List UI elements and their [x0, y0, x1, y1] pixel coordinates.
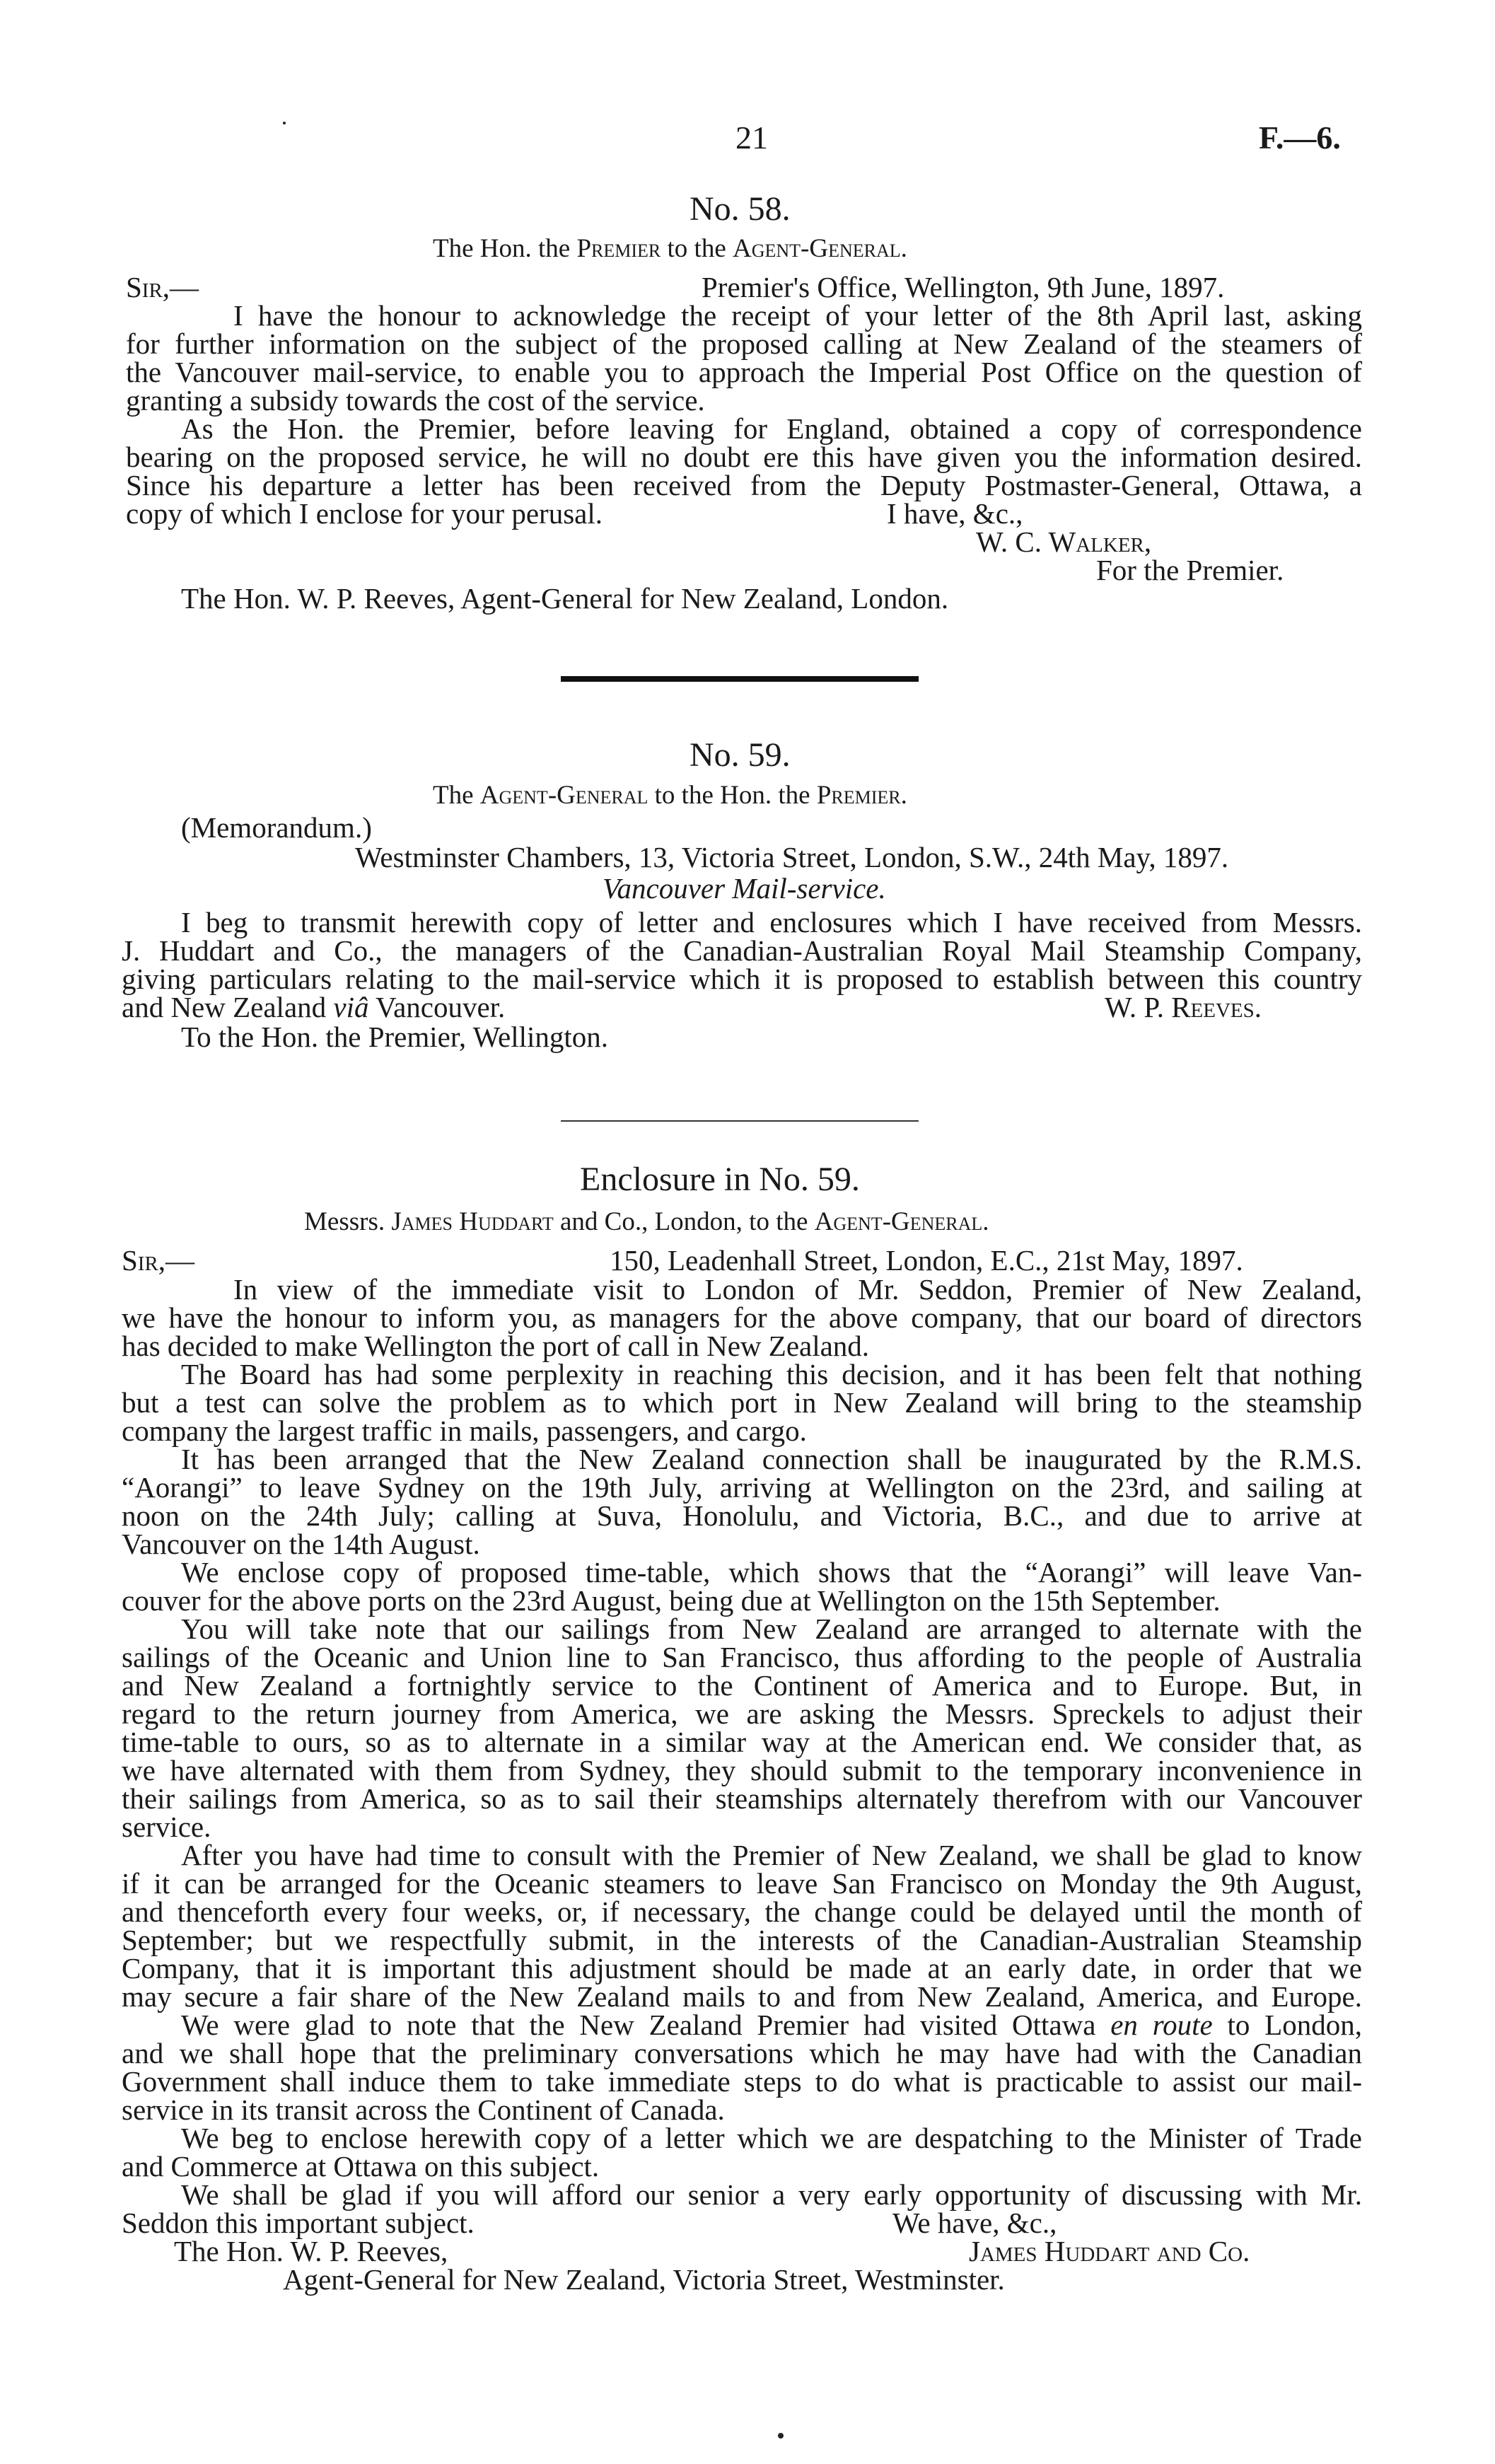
no58-line-8: copy of which I enclose for your perusal. [126, 497, 603, 530]
enclosure-subtitle: Messrs. James Huddart and Co., London, to the Agent-General. [304, 1207, 989, 1236]
no59-memo: (Memorandum.) [181, 811, 372, 844]
enclosure-signature: James Huddart and Co. [969, 2235, 1250, 2267]
page-number: 21 [735, 120, 768, 156]
enclosure-line-2: we have the honour to inform you, as managers for the above company, that our board of directors [122, 1301, 1362, 1334]
enclosure-line-28: and we shall hope that the preliminary conversations which he may have had with the Canadian [122, 2037, 1362, 2069]
enclosure-addressee: The Hon. W. P. Reeves, [174, 2235, 448, 2267]
enclosure-line-14: sailings of the Oceanic and Union line to San Francisco, thus affording to the people of Australia [122, 1641, 1362, 1673]
enclosure-line-26: may secure a fair share of the New Zealand mails to and from New Zealand, America, and Europe. [122, 1980, 1362, 2013]
enclosure-line-11: We enclose copy of proposed time-table, which shows that the “Aorangi” will leave Van- [181, 1556, 1362, 1588]
enclosure-line-34: Seddon this important subject. [122, 2207, 475, 2239]
enclosure-line-24: September; but we respectfully submit, in the interests of the Canadian-Australian Steamship [122, 1924, 1362, 1956]
enclosure-line-21: After you have had time to consult with the Premier of New Zealand, we shall be glad to know [181, 1839, 1362, 1871]
enclosure-line-15: and New Zealand a fortnightly service to the Continent of America and to Europe. But, in [122, 1669, 1362, 1702]
page-speck-bottom [778, 2433, 784, 2439]
enclosure-line-27: We were glad to note that the New Zealand Premier had visited Ottawa en route to London, [181, 2009, 1362, 2041]
no58-salutation: Sir,— [126, 271, 199, 303]
no58-line-5: As the Hon. the Premier, before leaving for England, obtained a copy of correspondence [181, 412, 1362, 445]
enclosure-line-9: noon on the 24th July; calling at Suva, Honolulu, and Victoria, B.C., and due to arrive at [122, 1499, 1362, 1532]
no59-to: To the Hon. the Premier, Wellington. [181, 1021, 609, 1053]
no59-subtitle: The Agent-General to the Hon. the Premier. [433, 781, 907, 810]
page-speck-top [283, 122, 286, 124]
document-reference: F.—6. [1259, 120, 1341, 156]
enclosure-line-18: we have alternated with them from Sydney, they should submit to the temporary inconvenience in [122, 1754, 1362, 1786]
enclosure-line-29: Government shall induce them to take immediate steps to do what is practicable to assist our mail- [122, 2065, 1362, 2098]
no59-line-3: giving particulars relating to the mail-service which it is proposed to establish between this country [122, 963, 1362, 995]
enclosure-line-3: has decided to make Wellington the port of call in New Zealand. [122, 1330, 870, 1362]
enclosure-closing: We have, &c., [892, 2207, 1057, 2239]
enclosure-line-30: service in its transit across the Continent of Canada. [122, 2093, 725, 2126]
no58-line-7: Since his departure a letter has been received from the Deputy Postmaster-General, Ottawa, a [126, 469, 1362, 501]
no59-line-4: and New Zealand viâ Vancouver. [122, 991, 506, 1023]
no58-subtitle: The Hon. the Premier to the Agent-General. [433, 234, 907, 263]
enclosure-line-33: We shall be glad if you will afford our senior a very early opportunity of discussing with Mr. [181, 2178, 1362, 2211]
no58-title: No. 58. [690, 190, 791, 228]
no59-subject: Vancouver Mail-service. [603, 872, 886, 905]
enclosure-line-6: company the largest traffic in mails, passengers, and cargo. [122, 1414, 807, 1447]
enclosure-line-7: It has been arranged that the New Zealand connection shall be inaugurated by the R.M.S. [181, 1443, 1362, 1475]
no59-signature: W. P. Reeves. [1105, 991, 1262, 1023]
no58-address: Premier's Office, Wellington, 9th June, 1897. [702, 271, 1225, 303]
enclosure-line-13: You will take note that our sailings from New Zealand are arranged to alternate with the [181, 1612, 1362, 1645]
enclosure-line-8: “Aorangi” to leave Sydney on the 19th July, arriving at Wellington on the 23rd, and sailing at [122, 1471, 1362, 1504]
section-divider-thick [561, 676, 919, 682]
no58-closing: I have, &c., [887, 497, 1023, 530]
no59-title: No. 59. [690, 736, 791, 774]
enclosure-line-19: their sailings from America, so as to sail their steamships alternately therefrom with our Vancouver [122, 1782, 1362, 1815]
no59-address: Westminster Chambers, 13, Victoria Street, London, S.W., 24th May, 1897. [355, 841, 1229, 873]
enclosure-line-12: couver for the above ports on the 23rd August, being due at Wellington on the 15th September. [122, 1584, 1221, 1617]
enclosure-salutation: Sir,— [122, 1244, 195, 1277]
enclosure-line-32: and Commerce at Ottawa on this subject. [122, 2150, 600, 2183]
no58-line-1: I have the honour to acknowledge the receipt of your letter of the 8th April last, asking [233, 299, 1362, 332]
no58-line-3: the Vancouver mail-service, to enable you to approach the Imperial Post Office on the question of [126, 356, 1362, 388]
enclosure-line-10: Vancouver on the 14th August. [122, 1528, 480, 1560]
no58-signature: W. C. Walker, [976, 525, 1152, 558]
enclosure-line-4: The Board has had some perplexity in reaching this decision, and it has been felt that nothing [181, 1358, 1362, 1390]
no58-line-6: bearing on the proposed service, he will no doubt ere this have given you the information desired. [126, 441, 1362, 473]
enclosure-line-5: but a test can solve the problem as to which port in New Zealand will bring to the steamship [122, 1386, 1362, 1419]
enclosure-title: Enclosure in No. 59. [580, 1161, 860, 1198]
no58-signature-role: For the Premier. [1096, 554, 1284, 586]
enclosure-line-31: We beg to enclose herewith copy of a letter which we are despatching to the Minister of Trade [181, 2122, 1362, 2154]
no59-line-2: J. Huddart and Co., the managers of the Canadian-Australian Royal Mail Steamship Company, [122, 934, 1362, 967]
no58-line-4: granting a subsidy towards the cost of the service. [126, 384, 705, 417]
enclosure-line-16: regard to the return journey from America, we are asking the Messrs. Spreckels to adjust their [122, 1697, 1362, 1730]
no58-line-2: for further information on the subject of the proposed calling at New Zealand of the steamers of [126, 327, 1362, 360]
section-divider-thin [561, 1120, 919, 1122]
enclosure-address: 150, Leadenhall Street, London, E.C., 21st May, 1897. [610, 1244, 1243, 1277]
enclosure-line-25: Company, that it is important this adjustment should be made at an early date, in order that we [122, 1952, 1362, 1984]
enclosure-addressee-line2: Agent-General for New Zealand, Victoria Street, Westminster. [283, 2263, 1005, 2296]
enclosure-line-17: time-table to ours, so as to alternate in a similar way at the American end. We consider that, as [122, 1726, 1362, 1758]
enclosure-line-23: and thenceforth every four weeks, or, if necessary, the change could be delayed until the month of [122, 1895, 1362, 1928]
no58-addressee: The Hon. W. P. Reeves, Agent-General for New Zealand, London. [181, 582, 949, 615]
enclosure-line-20: service. [122, 1811, 211, 1843]
enclosure-line-22: if it can be arranged for the Oceanic steamers to leave San Francisco on Monday the 9th August, [122, 1867, 1362, 1900]
no59-line-1: I beg to transmit herewith copy of letter and enclosures which I have received from Messrs. [181, 906, 1362, 938]
enclosure-line-1: In view of the immediate visit to London of Mr. Seddon, Premier of New Zealand, [233, 1273, 1362, 1306]
